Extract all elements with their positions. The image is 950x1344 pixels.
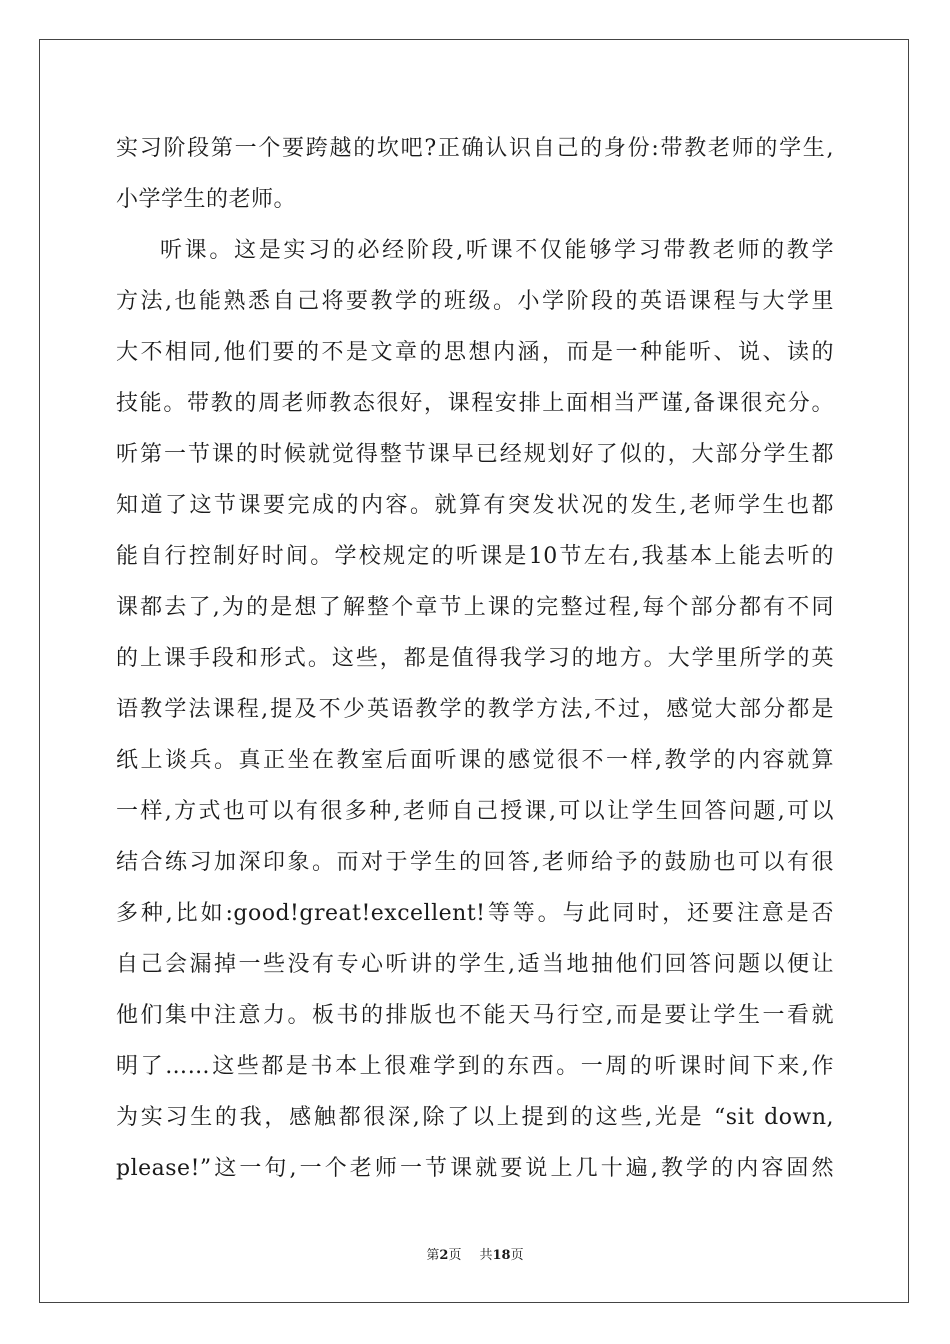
text-line: 结合练习加深印象。而对于学生的回答,老师给予的鼓励也可以有很	[116, 850, 834, 875]
total-page-count: 18	[492, 1248, 511, 1263]
text-line: 语教学法课程,提及不少英语教学的教学方法,不过，感觉大部分都是	[116, 697, 834, 722]
text-line: 方法,也能熟悉自己将要教学的班级。小学阶段的英语课程与大学里	[116, 289, 834, 314]
text-line: 的上课手段和形式。这些，都是值得我学习的地方。大学里所学的英	[116, 646, 834, 671]
text-line: please!”这一句,一个老师一节课就要说上几十遍,教学的内容固然	[116, 1156, 834, 1181]
text-line: 能自行控制好时间。学校规定的听课是10节左右,我基本上能去听的	[116, 544, 834, 569]
text-line: 小学学生的老师。	[116, 187, 297, 212]
paragraph-start-line: 听课。这是实习的必经阶段,听课不仅能够学习带教老师的教学	[160, 238, 834, 263]
text-line: 技能。带教的周老师教态很好，课程安排上面相当严谨,备课很充分。	[116, 391, 834, 416]
text-line: 明了……这些都是书本上很难学到的东西。一周的听课时间下来,作	[116, 1054, 834, 1079]
text-line: 听第一节课的时候就觉得整节课早已经规划好了似的，大部分学生都	[116, 442, 834, 467]
total-pages-suffix: 页	[510, 1248, 524, 1263]
text-line: 为实习生的我，感触都很深,除了以上提到的这些,光是 “sit down,	[116, 1105, 834, 1130]
text-line: 自己会漏掉一些没有专心听讲的学生,适当地抽他们回答问题以便让	[116, 952, 834, 977]
text-line: 实习阶段第一个要跨越的坎吧?正确认识自己的身份:带教老师的学生,	[116, 136, 834, 161]
text-line: 大不相同,他们要的不是文章的思想内涵，而是一种能听、说、读的	[116, 340, 834, 365]
text-line: 纸上谈兵。真正坐在教室后面听课的感觉很不一样,教学的内容就算	[116, 748, 834, 773]
total-pages-prefix: 共	[479, 1248, 493, 1263]
text-line: 一样,方式也可以有很多种,老师自己授课,可以让学生回答问题,可以	[116, 799, 834, 824]
text-line: 课都去了,为的是想了解整个章节上课的完整过程,每个部分都有不同	[116, 595, 834, 620]
text-line: 知道了这节课要完成的内容。就算有突发状况的发生,老师学生也都	[116, 493, 834, 518]
text-line: 他们集中注意力。板书的排版也不能天马行空,而是要让学生一看就	[116, 1003, 834, 1028]
text-line: 多种,比如:good!great!excellent!等等。与此同时，还要注意是否	[116, 901, 834, 926]
current-page-number: 2	[439, 1248, 449, 1263]
page-footer	[0, 1244, 950, 1263]
page-number-suffix: 页	[448, 1248, 462, 1263]
document-body	[116, 123, 834, 1194]
page-number-prefix: 第	[426, 1248, 440, 1263]
